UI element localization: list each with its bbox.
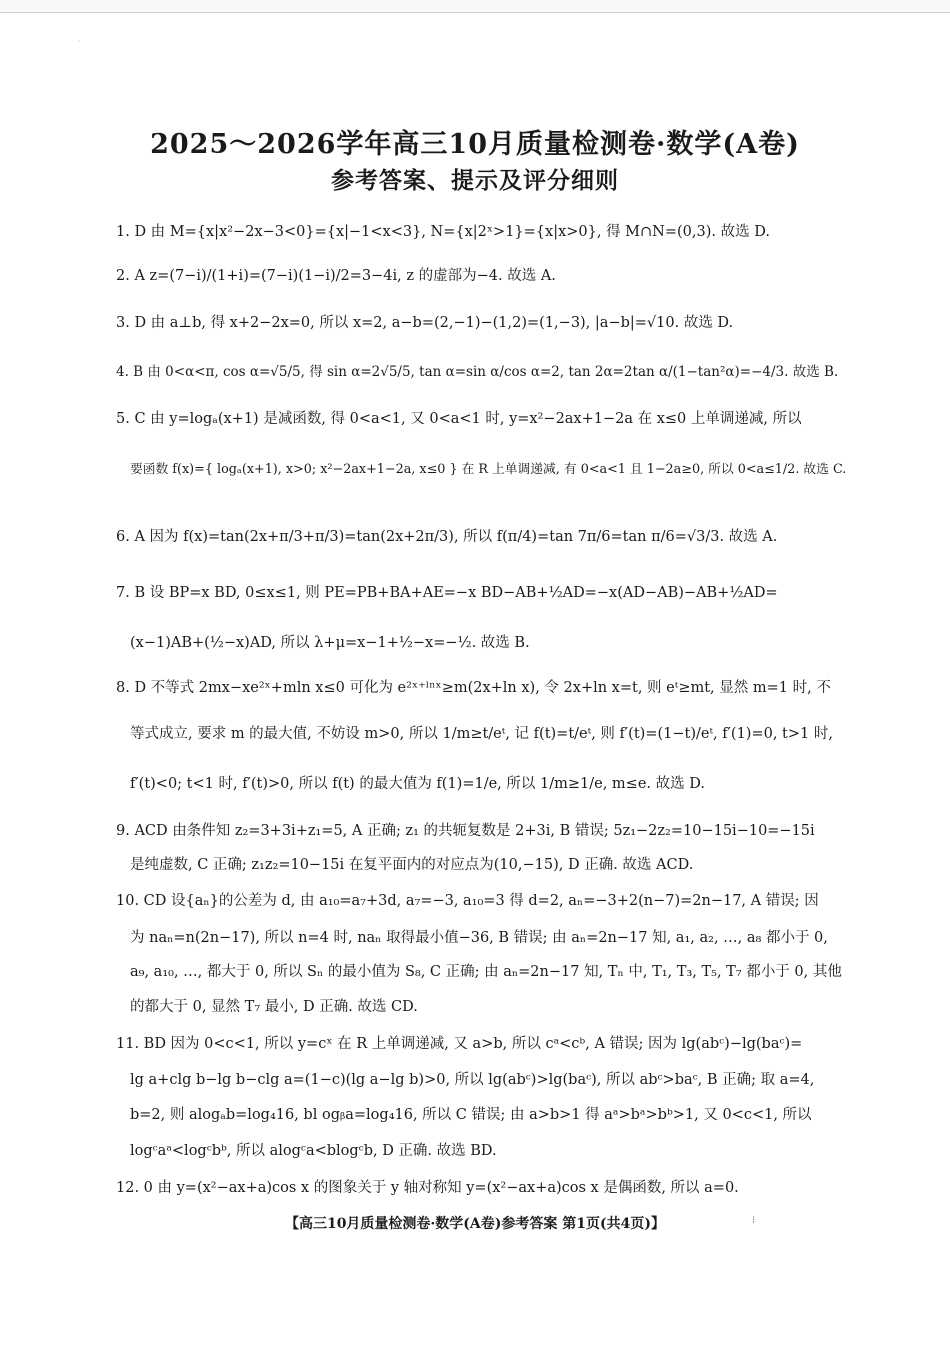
answer-line: logᶜaᵃ<logᶜbᵇ, 所以 alogᶜa<blogᶜb, D 正确. 故选 BD. — [130, 1143, 497, 1159]
answer-line: 是纯虚数, C 正确; z₁z₂=10−15i 在复平面内的对应点为(10,−15), D 正确. 故选 ACD. — [130, 857, 694, 873]
page-subtitle: 参考答案、提示及评分细则 — [331, 167, 619, 194]
answer-line: 6. A 因为 f(x)=tan(2x+π/3+π/3)=tan(2x+2π/3), 所以 f(π/4)=tan 7π/6=tan π/6=√3/3. 故选 A. — [116, 529, 778, 545]
scan-speck: ′ — [78, 40, 81, 51]
scan-edge — [0, 0, 950, 13]
answer-line: 为 naₙ=n(2n−17), 所以 n=4 时, naₙ 取得最小值−36, B 错误; 由 aₙ=2n−17 知, a₁, a₂, …, a₈ 都小于 0, — [130, 930, 828, 946]
answer-line: 12. 0 由 y=(x²−ax+a)cos x 的图象关于 y 轴对称知 y=(x²−ax+a)cos x 是偶函数, 所以 a=0. — [116, 1180, 739, 1196]
answer-line: 5. C 由 y=logₐ(x+1) 是减函数, 得 0<a<1, 又 0<a<1 时, y=x²−2ax+1−2a 在 x≤0 上单调递减, 所以 — [116, 411, 802, 427]
answer-line: 等式成立, 要求 m 的最大值, 不妨设 m>0, 所以 1/m≥t/eᵗ, 记 f(t)=t/eᵗ, 则 f′(t)=(1−t)/eᵗ, f′(1)=0, t>1 时, — [130, 726, 833, 742]
answer-line: f′(t)<0; t<1 时, f′(t)>0, 所以 f(t) 的最大值为 f(1)=1/e, 所以 1/m≥1/e, m≤e. 故选 D. — [130, 776, 705, 792]
answer-line: 4. B 由 0<α<π, cos α=√5/5, 得 sin α=2√5/5, tan α=sin α/cos α=2, tan 2α=2tan α/(1−tan²α)=−4/3. 故选 B. — [116, 364, 839, 380]
answer-line: (x−1)AB+(½−x)AD, 所以 λ+μ=x−1+½−x=−½. 故选 B. — [130, 635, 530, 651]
answer-line: 的都大于 0, 显然 T₇ 最小, D 正确. 故选 CD. — [130, 999, 418, 1015]
answer-line: 2. A z=(7−i)/(1+i)=(7−i)(1−i)/2=3−4i, z 的虚部为−4. 故选 A. — [116, 268, 556, 284]
answer-line: 3. D 由 a⊥b, 得 x+2−2x=0, 所以 x=2, a−b=(2,−1)−(1,2)=(1,−3), |a−b|=√10. 故选 D. — [116, 315, 734, 331]
answer-line: 10. CD 设{aₙ}的公差为 d, 由 a₁₀=a₇+3d, a₇=−3, a₁₀=3 得 d=2, aₙ=−3+2(n−7)=2n−17, A 错误; 因 — [116, 893, 819, 909]
answer-line: 要函数 f(x)={ logₐ(x+1), x>0; x²−2ax+1−2a, x≤0 } 在 R 上单调递减, 有 0<a<1 且 1−2a≥0, 所以 0<a≤1/2. 故选 C. — [130, 462, 847, 477]
answer-line: b=2, 则 alogₐb=log₄16, bl ogᵦa=log₄16, 所以 C 错误; 由 a>b>1 得 aᵃ>bᵃ>bᵇ>1, 又 0<c<1, 所以 — [130, 1107, 812, 1123]
answer-line: 8. D 不等式 2mx−xe²ˣ+mln x≤0 可化为 e²ˣ⁺ˡⁿˣ≥m(2x+ln x), 令 2x+ln x=t, 则 eᵗ≥mt, 显然 m=1 时, 不 — [116, 680, 831, 696]
answer-line: 9. ACD 由条件知 z₂=3+3i+z₁=5, A 正确; z₁ 的共轭复数是 2+3i, B 错误; 5z₁−2z₂=10−15i−10=−15i — [116, 823, 815, 839]
answer-line: a₉, a₁₀, …, 都大于 0, 所以 Sₙ 的最小值为 S₈, C 正确; 由 aₙ=2n−17 知, Tₙ 中, T₁, T₃, T₅, T₇ 都小于 0, 其他 — [130, 964, 842, 980]
page-title: 2025～2026学年高三10月质量检测卷·数学(A卷) — [150, 129, 800, 160]
answer-line: 1. D 由 M={x|x²−2x−3<0}={x|−1<x<3}, N={x|2ˣ>1}={x|x>0}, 得 M∩N=(0,3). 故选 D. — [116, 224, 770, 240]
answer-line: lg a+clg b−lg b−clg a=(1−c)(lg a−lg b)>0, 所以 lg(abᶜ)>lg(baᶜ), 所以 abᶜ>baᶜ, B 正确; 取 a=4, — [130, 1072, 815, 1088]
page-footer: 【高三10月质量检测卷·数学(A卷)参考答案 第1页(共4页)】 — [284, 1216, 666, 1232]
answer-line: 7. B 设 BP=x BD, 0≤x≤1, 则 PE=PB+BA+AE=−x BD−AB+½AD=−x(AD−AB)−AB+½AD= — [116, 585, 778, 601]
answer-line: 11. BD 因为 0<c<1, 所以 y=cˣ 在 R 上单调递减, 又 a>b, 所以 cᵃ<cᵇ, A 错误; 因为 lg(abᶜ)−lg(baᶜ)= — [116, 1036, 803, 1052]
scan-speck: ⁝ — [752, 1215, 756, 1226]
